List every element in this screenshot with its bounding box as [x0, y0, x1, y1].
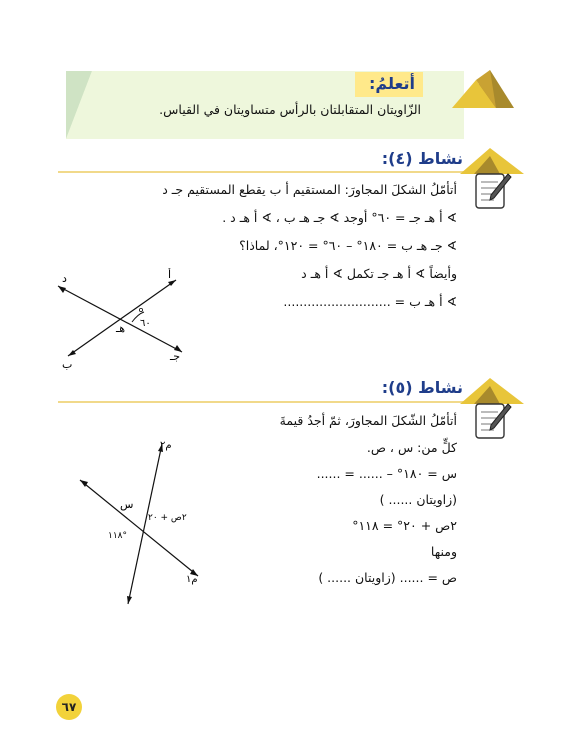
fig5-label-118: ١١٨°	[108, 531, 128, 541]
activity4-line-4: وأيضاً ∢ أ هـ جـ تكمل ∢ أ هـ د	[301, 266, 457, 281]
fig5-label-m1: م١	[186, 574, 198, 585]
activity5-line-5: ٢ص + ٢٠° = ١١٨°	[352, 518, 457, 533]
fig5-label-m2: م٢	[160, 440, 172, 451]
activity4-line-1: أتأمّلُ الشكلَ المجاورَ: المستقيم أ ب يقطع المستقيم جـ د	[162, 182, 457, 197]
learn-title: أتعلمُ:	[355, 72, 423, 97]
activity4-title: نشاط (٤):	[381, 149, 463, 168]
activity5-line-2: كلٍّ من: س ، ص.	[366, 440, 457, 455]
fig4-label-a: أ	[168, 268, 172, 281]
activity5-line-1: أتأمّلُ الشّكلَ المجاورَ، ثمّ أجدُ قيمةَ	[279, 413, 457, 428]
activity4-line-2: ∢ أ هـ جـ = ٦٠° أوجد ∢ جـ هـ ب ، ∢ أ هـ د .	[222, 210, 457, 225]
activity4-figure	[48, 268, 198, 376]
activity5-line-3: س = ١٨٠° – ...... = ......	[316, 466, 457, 481]
activity4-line-3: ∢ جـ هـ ب = ١٨٠° – ٦٠° = ١٢٠°، لماذا؟	[239, 238, 457, 253]
fig4-label-h: هـ	[116, 322, 126, 335]
page-number: ٦٧	[56, 694, 82, 720]
fig5-label-expr: ٢ص + ٢٠	[148, 513, 187, 523]
pyramid-icon	[452, 66, 514, 108]
activity4-line-5: ∢ أ هـ ب = ...........................	[283, 294, 457, 309]
pencil-notepad-icon	[474, 170, 512, 210]
learn-box-fold	[66, 71, 92, 139]
pencil-notepad-icon-2	[474, 400, 512, 440]
activity5-figure	[74, 436, 214, 608]
activity5-line-6: ومنها	[430, 544, 457, 559]
activity5-line-4: (زاويتان ...... )	[379, 492, 457, 507]
fig4-label-d: د	[62, 272, 67, 285]
activity5-line-7: ص = ...... (زاويتان ...... )	[318, 570, 457, 585]
fig4-angle: ٦٠	[140, 318, 151, 329]
fig4-label-b: ب	[62, 358, 73, 371]
activity5-divider	[58, 401, 520, 403]
fig5-label-s: س	[120, 498, 134, 511]
learn-text: الزّاويتان المتقابلتان بالرأس متساويتان في القياس.	[159, 102, 421, 117]
activity4-divider	[58, 171, 520, 173]
activity5-title: نشاط (٥):	[381, 378, 463, 397]
fig4-label-j: جـ	[170, 350, 181, 363]
